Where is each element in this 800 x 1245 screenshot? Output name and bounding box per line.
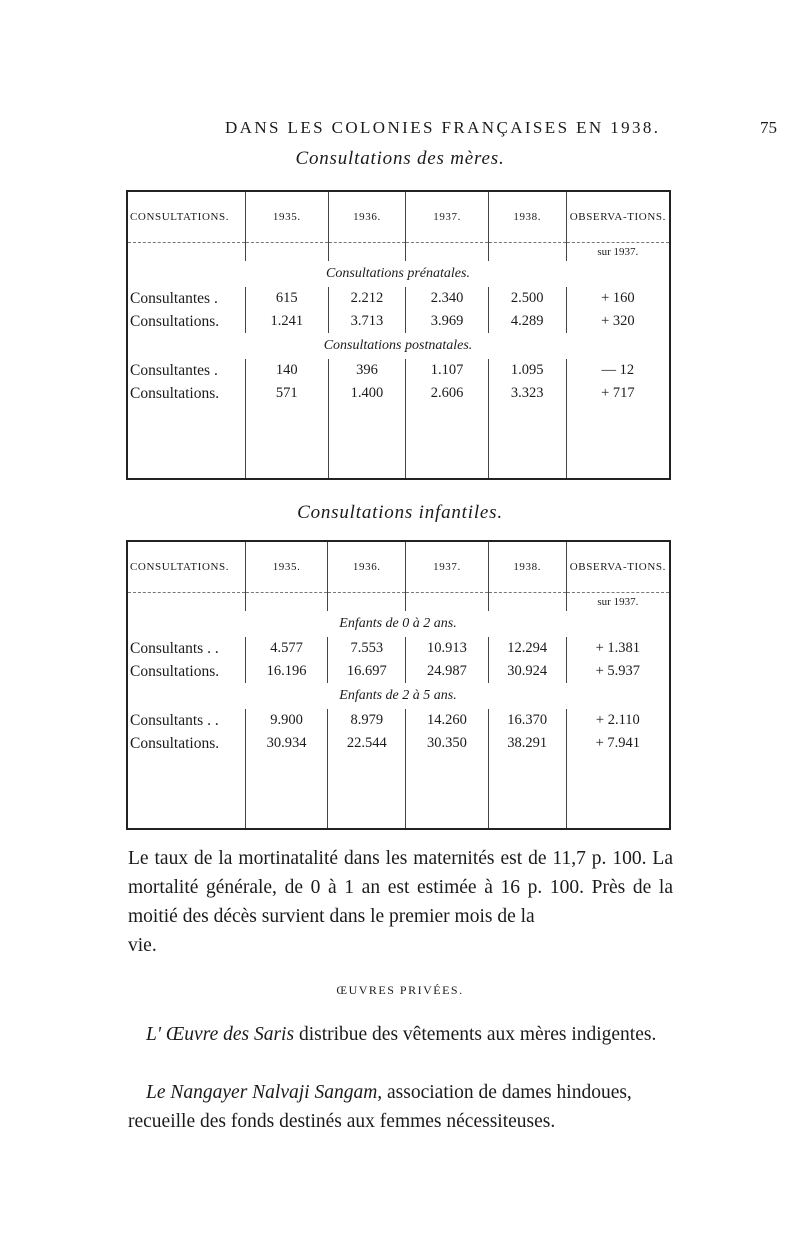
subheader-row [127, 243, 670, 262]
obs-subheader: sur 1937. [566, 243, 670, 262]
running-head [0, 118, 800, 142]
row-label: Consultantes . [130, 289, 218, 307]
row-label: Consultantes . [130, 361, 218, 379]
cell: 16.697 [328, 660, 406, 683]
cell: 3.323 [488, 382, 566, 405]
section-title: Consultations prénatales. [326, 266, 470, 281]
table-header-row [127, 191, 670, 243]
paragraph-text: Le taux de la mortinatalité dans les maternités est de 11,7 p. 100. La mortalité générale, de 0 à 1 an est estimée à 16 p. 100. Près de la moitié des décès survient dans le premier mois de la [128, 848, 673, 927]
row-label: Consultations. [130, 384, 220, 402]
cell: 2.340 [406, 287, 488, 310]
cell: + 320 [566, 310, 670, 333]
cell: 10.913 [406, 637, 488, 660]
cell: 14.260 [406, 709, 488, 732]
obs-subheader: sur 1937. [566, 593, 670, 612]
cell: 396 [328, 359, 406, 382]
cell: 30.350 [406, 732, 488, 755]
section-title: Consultations postnatales. [323, 338, 473, 353]
cell: 1.095 [488, 359, 566, 382]
cell: 140 [246, 359, 328, 382]
row-label: Consultants . . [130, 711, 219, 729]
table-row [127, 359, 670, 382]
cell: 16.370 [488, 709, 566, 732]
cell: + 2.110 [566, 709, 670, 732]
table2-caption: Consultations infantiles. [297, 502, 503, 523]
cell: 38.291 [488, 732, 566, 755]
cell: 12.294 [488, 637, 566, 660]
section-title: Enfants de 0 à 2 ans. [339, 616, 457, 631]
cell: 22.544 [328, 732, 406, 755]
subheader-row [127, 593, 670, 612]
cell: 2.500 [488, 287, 566, 310]
table-row [127, 637, 670, 660]
cell: + 1.381 [566, 637, 670, 660]
section-title-row [127, 261, 670, 287]
table-consultations-meres [126, 190, 671, 480]
column-header: OBSERVA-TIONS. [566, 191, 670, 243]
column-header: 1937. [406, 191, 488, 243]
organization-name: L' Œuvre des Saris [146, 1024, 295, 1045]
table-row [127, 310, 670, 333]
cell: 2.212 [328, 287, 406, 310]
column-header: 1935. [246, 191, 328, 243]
column-header: 1936. [328, 541, 406, 593]
cell: 8.979 [328, 709, 406, 732]
section-title-row [127, 333, 670, 359]
section-title: Enfants de 2 à 5 ans. [339, 688, 457, 703]
cell: 4.577 [245, 637, 327, 660]
paragraph-mortinatalite [128, 844, 673, 960]
cell: 571 [246, 382, 328, 405]
cell: 615 [246, 287, 328, 310]
row-label: Consultants . . [130, 639, 219, 657]
cell: 7.553 [328, 637, 406, 660]
cell: + 7.941 [566, 732, 670, 755]
row-label: Consultations. [130, 312, 220, 330]
column-header: OBSERVA-TIONS. [566, 541, 670, 593]
row-label: Consultations. [130, 662, 220, 680]
cell: + 160 [566, 287, 670, 310]
cell: + 5.937 [566, 660, 670, 683]
table1-caption: Consultations des mères. [295, 148, 505, 169]
cell: 24.987 [406, 660, 488, 683]
cell: 3.969 [406, 310, 488, 333]
paragraph-oeuvre-saris [128, 1020, 673, 1049]
running-head-title: DANS LES COLONIES FRANÇAISES EN 1938. [225, 118, 661, 137]
paragraph-nangayer [128, 1078, 673, 1136]
column-header: CONSULTATIONS. [127, 541, 245, 593]
paragraph-text: association de dames hindoues, recueille des fonds destinés aux femmes nécessiteuses. [128, 1082, 632, 1132]
page-number: 75 [760, 118, 777, 137]
table-header-row [127, 541, 670, 593]
column-header: CONSULTATIONS. [127, 191, 246, 243]
cell: 1.400 [328, 382, 406, 405]
column-header: 1937. [406, 541, 488, 593]
cell: 16.196 [245, 660, 327, 683]
cell: 3.713 [328, 310, 406, 333]
table-row [127, 287, 670, 310]
paragraph-text: distribue des vêtements aux mères indigentes. [294, 1024, 657, 1045]
cell: 1.107 [406, 359, 488, 382]
section-title-row [127, 683, 670, 709]
column-header: 1938. [488, 541, 566, 593]
column-header: 1936. [328, 191, 406, 243]
organization-name: Le Nangayer Nalvaji Sangam, [146, 1082, 383, 1103]
column-header: 1935. [245, 541, 327, 593]
cell: — 12 [566, 359, 670, 382]
cell: 9.900 [245, 709, 327, 732]
table-row [127, 732, 670, 755]
cell: 1.241 [246, 310, 328, 333]
cell: 4.289 [488, 310, 566, 333]
column-header: 1938. [488, 191, 566, 243]
section-title-row [127, 611, 670, 637]
table-consultations-infantiles [126, 540, 671, 830]
cell: 30.934 [245, 732, 327, 755]
table-row [127, 660, 670, 683]
row-label: Consultations. [130, 734, 220, 752]
cell: 30.924 [488, 660, 566, 683]
table-row [127, 709, 670, 732]
table-row [127, 382, 670, 405]
cell: + 717 [566, 382, 670, 405]
paragraph-text-last: vie. [128, 935, 157, 956]
cell: 2.606 [406, 382, 488, 405]
section-heading: ŒUVRES PRIVÉES. [336, 983, 464, 997]
